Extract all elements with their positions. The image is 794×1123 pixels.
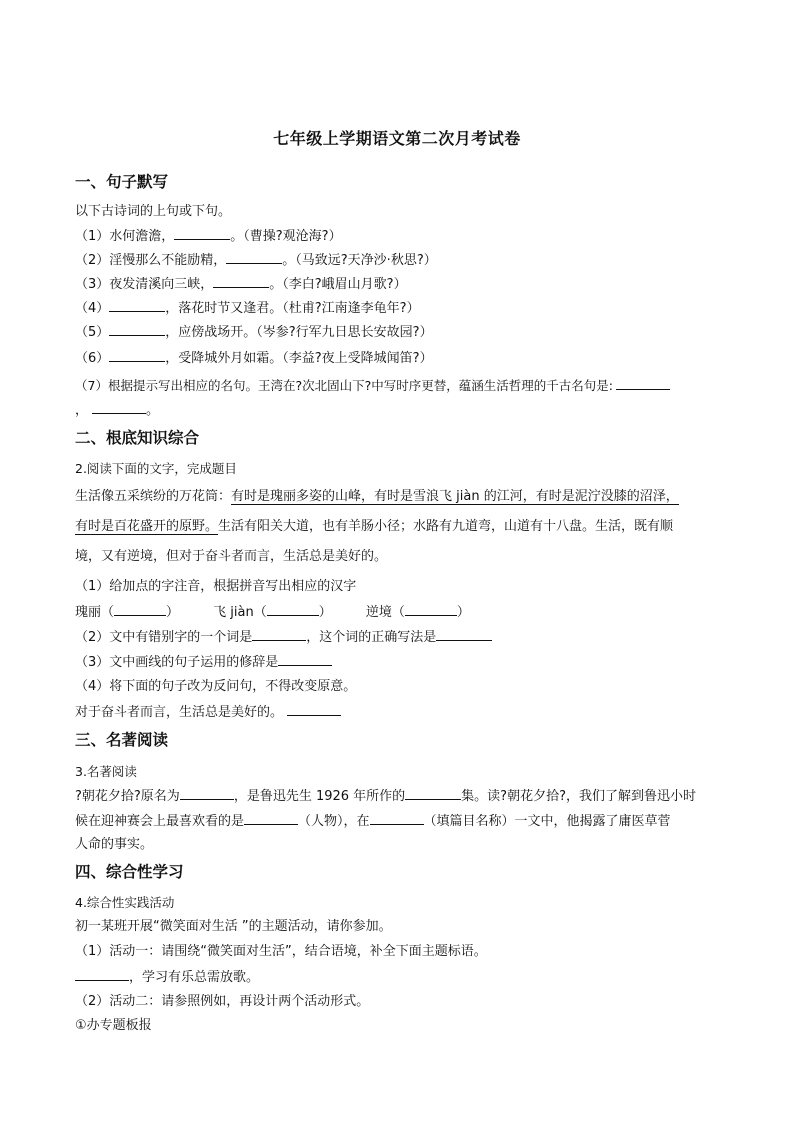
answer-blank[interactable] [616, 377, 670, 390]
answer-blank[interactable] [278, 653, 332, 666]
answer-blank[interactable] [287, 703, 341, 716]
answer-blank[interactable] [109, 299, 165, 312]
answer-blank[interactable] [213, 275, 269, 288]
answer-blank[interactable] [405, 787, 461, 800]
answer-blank[interactable] [252, 628, 306, 641]
s2-q2: （2）文中有错别字的一个词是 ，这个词的正确写法是 [75, 628, 492, 647]
answer-blank[interactable] [114, 603, 166, 616]
s4-line-2: （1）活动一：请围绕“微笑面对生活”，结合语境，补全下面主题标语。 [75, 944, 487, 959]
s1-q3: （3）夜发清溪向三峡， 。（李白?峨眉山月歌?） [75, 277, 407, 292]
s2-q1: （1）给加点的字注音，根据拼音写出相应的汉字 [75, 579, 357, 594]
s1-q7-cont: ， 。 [75, 403, 160, 418]
s3-line-3: 人命的事实。 [75, 837, 154, 852]
s1-q1: （1）水何澹澹， 。（曹操?观沧海?） [75, 229, 342, 244]
s4-line-4: （2）活动二：请参照例如，再设计两个活动形式。 [75, 994, 370, 1009]
s2-passage-line-1: 生活像五采缤纷的万花筒：有时是瑰丽多姿的山峰，有时是雪浪飞 jiàn 的江河，有时是泥泞没膝的沼泽， [75, 489, 679, 504]
s4-line-1: 初一某班开展“微笑面对生活 ”的主题活动，请你参加。 [75, 919, 392, 934]
s2-question-title: 2.阅读下面的文字，完成题目 [75, 461, 237, 476]
s2-q4: （4）将下面的句子改为反问句，不得改变原意。 [75, 679, 357, 694]
answer-blank[interactable] [92, 401, 146, 414]
answer-blank[interactable] [267, 603, 319, 616]
s2-passage-line-2: 有时是百花盛开的原野。生活有阳关大道，也有羊肠小径；水路有九道弯，山道有十八盘。生活，既有顺 [75, 519, 674, 534]
answer-blank[interactable] [370, 812, 424, 825]
answer-blank[interactable] [109, 323, 165, 336]
s1-q4: （4） ，落花时节又逢君。（杜甫?江南逢李龟年?） [75, 301, 420, 316]
answer-blank[interactable] [405, 603, 457, 616]
answer-blank[interactable] [174, 227, 230, 240]
s2-q3: （3）文中画线的句子运用的修辞是 [75, 653, 332, 672]
s1-intro: 以下古诗词的上句或下句。 [75, 204, 232, 219]
answer-blank[interactable] [75, 968, 129, 981]
s2-passage-line-3: 境，又有逆境，但对于奋斗者而言，生活总是美好的。 [75, 549, 388, 564]
exam-title: 七年级上学期语文第二次月考试卷 [273, 129, 521, 148]
underlined-sentence: 有时是瑰丽多姿的山峰，有时是雪浪飞 jiàn 的江河，有时是泥泞没膝的沼泽， [231, 489, 679, 504]
s3-question-title: 3.名著阅读 [75, 764, 137, 779]
answer-blank[interactable] [244, 812, 298, 825]
s4-line-5: ①办专题板报 [75, 1018, 152, 1033]
answer-blank[interactable] [180, 787, 234, 800]
underlined-sentence: 有时是百花盛开的原野。 [75, 519, 219, 534]
s3-line-1: ?朝花夕拾?原名为 ，是鲁迅先生 1926 年所作的 集。读?朝花夕拾?，我们了解到鲁迅小时 [75, 789, 696, 804]
s4-question-title: 4.综合性实践活动 [75, 895, 175, 910]
s1-q7: （7）根据提示写出相应的名句。王湾在?次北固山下?中写时序更替，蕴涵生活哲理的千古名句是: [75, 377, 670, 395]
s1-q2: （2）淫慢那么不能励精， 。（马致远?天净沙·秋思?） [75, 253, 437, 268]
section-4-heading: 四、综合性学习 [75, 863, 184, 881]
s2-q4-sentence: 对于奋斗者而言，生活总是美好的。 [75, 703, 341, 722]
answer-blank[interactable] [226, 251, 282, 264]
section-3-heading: 三、名著阅读 [75, 731, 169, 749]
section-1-heading: 一、句子默写 [75, 173, 169, 191]
s4-line-3: ，学习有乐总需放歌。 [75, 968, 259, 987]
answer-blank[interactable] [109, 349, 165, 362]
section-2-heading: 二、根底知识综合 [75, 429, 200, 447]
s1-q6: （6） ，受降城外月如霜。（李益?夜上受降城闻笛?） [75, 351, 433, 366]
s1-q5: （5） ，应傍战场开。（岑参?行军九日思长安故园?） [75, 325, 433, 340]
s3-line-2: 候在迎神赛会上最喜欢看的是 （人物），在 （填篇目名称）一文中，他揭露了庸医草菅 [75, 814, 671, 829]
answer-blank[interactable] [436, 628, 492, 641]
s2-q1-blanks: 瑰丽（ ） 飞 jiàn（ ） 逆境（ ） [75, 605, 470, 620]
